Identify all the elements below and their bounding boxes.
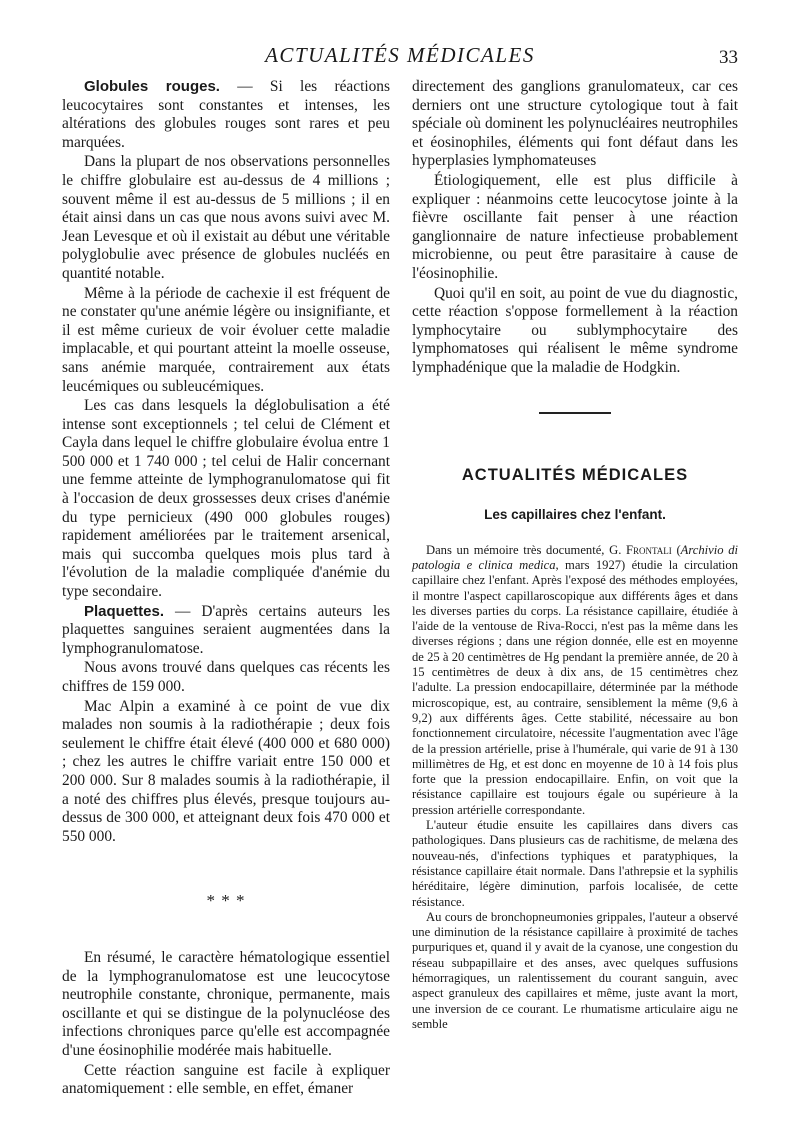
article-body <box>412 543 738 1033</box>
paragraph-mac-alpin: Mac Alpin a examiné à ce point de vue dix malades non soumis à la radiothérapie ; deux fois seulement le chiffre était élevé (400 000 et 680 000) ; chez les autres le chiffre variait entre 150 000 et 200 000. Sur 8 malades soumis à la radiothérapie, il a noté des chiffres plus élevés, presque toujours au-dessus de 300 000, et atteignant deux fois 470 000 et 550 000. <box>62 697 390 845</box>
paragraph-chiffres: Nous avons trouvé dans quelques cas récents les chiffres de 159 000. <box>62 659 390 695</box>
subsection-title: Les capillaires chez l'enfant. <box>484 507 666 523</box>
paren-open: ( <box>671 542 681 557</box>
globules-rouges-text: — Si les réactions leucocytaires sont constantes et intenses, les altérations des globules rouges sont rares et peu marquées. <box>62 78 390 151</box>
article-paragraph-1 <box>412 543 738 818</box>
article-paragraph-2: L'auteur étudie ensuite les capillaires dans divers cas pathologiques. Dans plusieurs cas de rachitisme, de melæna des nouveau-nés, d'infections typhiques et paratyphiques, la résistance capillaire était normale. Dans l'athrepsie et la syphilis héréditaire, légère diminution, parfois localisée, de cette résistance. <box>412 818 738 909</box>
asterism-separator: * * * <box>206 891 246 911</box>
article-intro-text: Dans un mémoire très documenté, G. <box>426 542 627 557</box>
journal-name: Archivio di patologia e clinica medica <box>412 542 739 572</box>
plaquettes-text: — D'après certains auteurs les plaquettes sanguines seraient augmentées dans la lymphogranulomatose. <box>62 602 390 657</box>
page-number: 33 <box>719 47 738 68</box>
running-head-title: ACTUALITÉS MÉDICALES <box>265 43 535 67</box>
section-divider <box>539 412 611 414</box>
paragraph-resume: En résumé, le caractère hématologique essentiel de la lymphogranulomatose est une leucocytose neutrophile constante, chronique, permanente, mais oscillante et qui se distingue de la polynucléose des infections chroniques parce qu'elle est accompagnée d'une éosinophilie modérée mais habituelle. <box>62 948 390 1059</box>
paragraph-deglobulisation: Les cas dans lesquels la déglobulisation a été intense sont exceptionnels ; tel celui de Clément et Cayla dans lequel le chiffre globulaire évolua entre 1 500 000 et 1 740 000 ; tel celui de Halir concernant une femme atteinte de lymphogranulomatose qui fit à l'occasion de deux grossesses deux crises d'anémie du type pernicieux (490 000 globules rouges) rapidement améliorées par le traitement arsenical, mais qui succomba quelques mois plus tard à l'évolution de la maladie compliquée d'anémie du type secondaire. <box>62 397 390 601</box>
plaquettes-paragraph <box>62 603 390 659</box>
paragraph-cachexie: Même à la période de cachexie il est fréquent de ne constater qu'une anémie légère ou insignifiante, et il est même curieux de voir évoluer cette maladie implacable, et qui pourtant atteint la moelle osseuse, sans anémie marquée, contrairement aux états leucémiques ou subleucémiques. <box>62 284 390 395</box>
paragraph-continuation: directement des ganglions granulomateux, car ces derniers ont une structure cytologique tout à fait spéciale où dominent les polynucléaires neutrophiles et éosinophiles, éléments qui font défaut dans les hyperplasies lymphomateuses <box>412 78 738 170</box>
globules-rouges-paragraph <box>62 78 390 152</box>
running-head <box>0 43 800 73</box>
article-paragraph-1-text: , mars 1927) étudie la circulation capillaire chez l'enfant. Après l'exposé des méthodes employées, il montre l'aspect capillaroscopique aux différents âges et dans les diverses parties du corps. La résistance capillaire, étudiée à l'aide de la ventouse de Riva-Rocci, n'est pas la même dans les diverses régions ; dans une région donnée, elle est en moyenne de 25 à 20 centimètres de Hg pendant la première année, de 20 à 15 centimètres de deux à dix ans, de 15 centimètres chez l'adulte. La pression endocapillaire, déterminée par la méthode microscopique, est, au contraire, sensiblement la même (9,6 à 9,2) aux différents âges. Cette stabilité, nécessaire au bon fonctionnement circulatoire, nécessite l'augmentation avec l'âge de la pression artérielle, prise à l'humérale, qui varie de 91 à 130 millimètres de Hg, et est donc en moyenne de 10 à 14 fois plus forte que la pression endocapillaire. Enfin, on voit que la résistance capillaire est toujours égale ou supérieure à la pression artérielle correspondante. <box>412 557 738 817</box>
article-paragraph-3: Au cours de bronchopneumonies grippales, l'auteur a observé une diminution de la résistance capillaire à proximité de taches purpuriques et, quand il y avait de la cyanose, une congestion du réseau subpapillaire et des anses, avec quelques suffusions hémorragiques, un ralentissement du courant sanguin, avec aspect granuleux des capillaires et même, juste avant la mort, une inversion de ce courant. Le rhumatisme articulaire aigu ne semble <box>412 909 738 1031</box>
paragraph-plupart: Dans la plupart de nos observations personnelles le chiffre globulaire est au-dessus de 4 millions ; souvent même il est au-dessus de 5 millions ; il en était ainsi dans un cas que nous avons suivi avec M. Jean Levesque et où il existait au début une véritable polyglobulie avec présence de globules nucléés en quantité notable. <box>62 153 390 282</box>
paragraph-reaction: Cette réaction sanguine est facile à expliquer anatomiquement : elle semble, en effet, émaner <box>62 1061 390 1098</box>
plaquettes-heading: Plaquettes. <box>84 602 165 620</box>
article-author: Frontali <box>626 542 672 557</box>
paragraph-diagnostic: Quoi qu'il en soit, au point de vue du diagnostic, cette réaction s'oppose formellement à la réaction lymphocytaire ou sublymphocytaire des lymphomatoses qui réalisent le même syndrome lymphadénique que la maladie de Hodgkin. <box>412 284 738 376</box>
left-column <box>62 78 390 1100</box>
globules-rouges-heading: Globules rouges. <box>84 78 220 95</box>
section-title: ACTUALITÉS MÉDICALES <box>461 465 689 484</box>
right-column <box>412 78 738 1032</box>
paragraph-etiologiquement: Étiologiquement, elle est plus difficile à expliquer : néanmoins cette leucocytose jointe à la fièvre oscillante fait penser à une réaction ganglionnaire de nature infectieuse probablement microbienne, ou peut être parasitaire à cause de l'éosinophilie. <box>412 171 738 282</box>
